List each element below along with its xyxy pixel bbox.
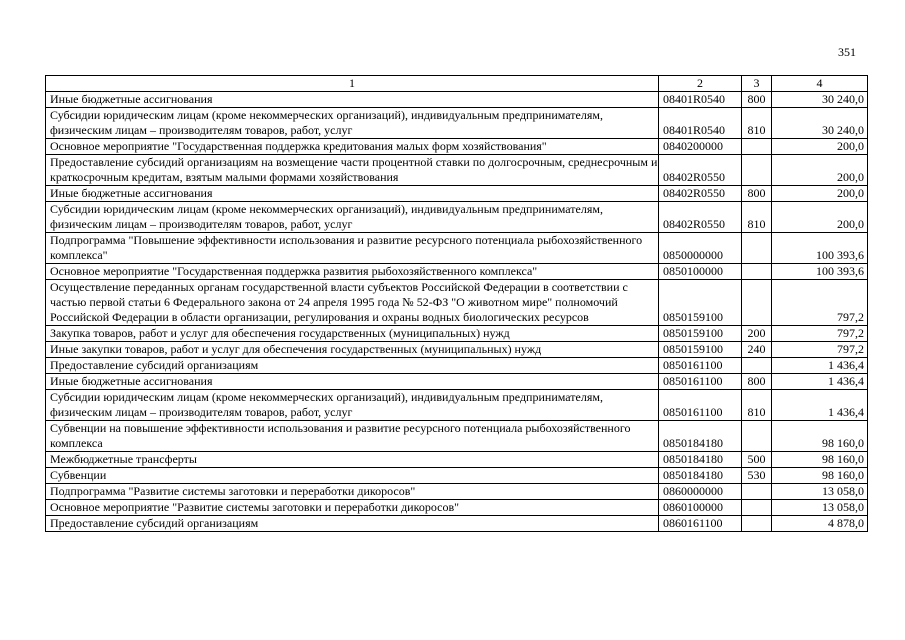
table-row (46, 108, 868, 139)
row-name: Подпрограмма "Повышение эффективности использования и развитие ресурсного потенциала рыбохозяйственного комплекса" (46, 233, 659, 264)
row-name: Иные закупки товаров, работ и услуг для обеспечения государственных (муниципальных) нужд (46, 342, 659, 358)
row-type: 810 (742, 202, 772, 233)
row-type (742, 264, 772, 280)
row-name: Субсидии юридическим лицам (кроме некоммерческих организаций), индивидуальным предпринимателям, физическим лицам – производителям товаров, работ, услуг (46, 108, 659, 139)
row-code: 0850159100 (659, 280, 742, 326)
table-row (46, 155, 868, 186)
row-code: 0840200000 (659, 139, 742, 155)
row-type: 800 (742, 92, 772, 108)
row-type (742, 421, 772, 452)
row-type: 800 (742, 186, 772, 202)
row-type (742, 358, 772, 374)
row-amount: 98 160,0 (772, 421, 868, 452)
row-name: Закупка товаров, работ и услуг для обеспечения государственных (муниципальных) нужд (46, 326, 659, 342)
row-amount: 30 240,0 (772, 92, 868, 108)
row-amount: 797,2 (772, 280, 868, 326)
row-type (742, 484, 772, 500)
row-amount: 98 160,0 (772, 468, 868, 484)
row-code: 0850159100 (659, 326, 742, 342)
table-row (46, 358, 868, 374)
row-name: Субвенции (46, 468, 659, 484)
table-row (46, 484, 868, 500)
row-amount: 200,0 (772, 186, 868, 202)
row-amount: 13 058,0 (772, 500, 868, 516)
row-code: 0850159100 (659, 342, 742, 358)
header-cell: 1 (46, 76, 659, 92)
row-code: 08401R0540 (659, 92, 742, 108)
row-name: Субвенции на повышение эффективности использования и развитие ресурсного потенциала рыбохозяйственного комплекса (46, 421, 659, 452)
row-code: 08402R0550 (659, 155, 742, 186)
row-amount: 4 878,0 (772, 516, 868, 532)
table-row (46, 390, 868, 421)
row-type (742, 516, 772, 532)
row-code: 08402R0550 (659, 202, 742, 233)
row-type (742, 280, 772, 326)
row-name: Субсидии юридическим лицам (кроме некоммерческих организаций), индивидуальным предпринимателям, физическим лицам – производителям товаров, работ, услуг (46, 202, 659, 233)
row-code: 0850161100 (659, 390, 742, 421)
row-type: 800 (742, 374, 772, 390)
table-row (46, 280, 868, 326)
row-amount: 30 240,0 (772, 108, 868, 139)
row-name: Иные бюджетные ассигнования (46, 374, 659, 390)
header-cell: 4 (772, 76, 868, 92)
row-amount: 200,0 (772, 139, 868, 155)
table-row (46, 468, 868, 484)
page-number: 351 (838, 45, 856, 59)
row-type: 810 (742, 390, 772, 421)
row-amount: 100 393,6 (772, 233, 868, 264)
table-row (46, 186, 868, 202)
table-row (46, 139, 868, 155)
table-row (46, 374, 868, 390)
row-type (742, 233, 772, 264)
row-name: Осуществление переданных органам государственной власти субъектов Российской Федерации в соответствии с частью первой статьи 6 Федерального закона от 24 апреля 1995 года № 52-ФЗ "О животном мире" полномочий Российской Федерации в области организации, регулирования и охраны водных биологических ресурсов (46, 280, 659, 326)
row-name: Подпрограмма "Развитие системы заготовки и переработки дикоросов" (46, 484, 659, 500)
row-name: Основное мероприятие "Развитие системы заготовки и переработки дикоросов" (46, 500, 659, 516)
row-amount: 1 436,4 (772, 374, 868, 390)
row-code: 08401R0540 (659, 108, 742, 139)
row-type (742, 139, 772, 155)
table-row (46, 421, 868, 452)
header-cell: 2 (659, 76, 742, 92)
header-cell: 3 (742, 76, 772, 92)
row-name: Иные бюджетные ассигнования (46, 186, 659, 202)
row-amount: 100 393,6 (772, 264, 868, 280)
row-code: 0850184180 (659, 452, 742, 468)
budget-table (45, 75, 868, 532)
row-amount: 1 436,4 (772, 390, 868, 421)
table-row (46, 92, 868, 108)
row-type: 240 (742, 342, 772, 358)
table-row (46, 264, 868, 280)
table-row (46, 342, 868, 358)
row-name: Предоставление субсидий организациям (46, 516, 659, 532)
row-amount: 797,2 (772, 342, 868, 358)
row-type: 500 (742, 452, 772, 468)
row-name: Иные бюджетные ассигнования (46, 92, 659, 108)
row-type: 530 (742, 468, 772, 484)
row-amount: 797,2 (772, 326, 868, 342)
row-type (742, 500, 772, 516)
row-name: Основное мероприятие "Государственная поддержка кредитования малых форм хозяйствования" (46, 139, 659, 155)
row-code: 0850184180 (659, 421, 742, 452)
table-header-row (46, 76, 868, 92)
row-code: 0860000000 (659, 484, 742, 500)
row-amount: 98 160,0 (772, 452, 868, 468)
row-code: 0850161100 (659, 358, 742, 374)
row-amount: 13 058,0 (772, 484, 868, 500)
row-amount: 200,0 (772, 155, 868, 186)
row-code: 0850100000 (659, 264, 742, 280)
row-code: 0850000000 (659, 233, 742, 264)
row-name: Основное мероприятие "Государственная поддержка развития рыбохозяйственного комплекса" (46, 264, 659, 280)
row-name: Предоставление субсидий организациям на возмещение части процентной ставки по долгосрочным, среднесрочным и краткосрочным кредитам, взятым малыми формами хозяйствования (46, 155, 659, 186)
row-code: 08402R0550 (659, 186, 742, 202)
row-name: Субсидии юридическим лицам (кроме некоммерческих организаций), индивидуальным предпринимателям, физическим лицам – производителям товаров, работ, услуг (46, 390, 659, 421)
table-row (46, 452, 868, 468)
row-amount: 200,0 (772, 202, 868, 233)
table-row (46, 202, 868, 233)
row-type: 200 (742, 326, 772, 342)
table-row (46, 233, 868, 264)
table-row (46, 500, 868, 516)
row-name: Межбюджетные трансферты (46, 452, 659, 468)
row-code: 0850184180 (659, 468, 742, 484)
row-name: Предоставление субсидий организациям (46, 358, 659, 374)
row-type (742, 155, 772, 186)
table-row (46, 516, 868, 532)
row-code: 0850161100 (659, 374, 742, 390)
table-row (46, 326, 868, 342)
row-code: 0860100000 (659, 500, 742, 516)
row-amount: 1 436,4 (772, 358, 868, 374)
row-code: 0860161100 (659, 516, 742, 532)
row-type: 810 (742, 108, 772, 139)
